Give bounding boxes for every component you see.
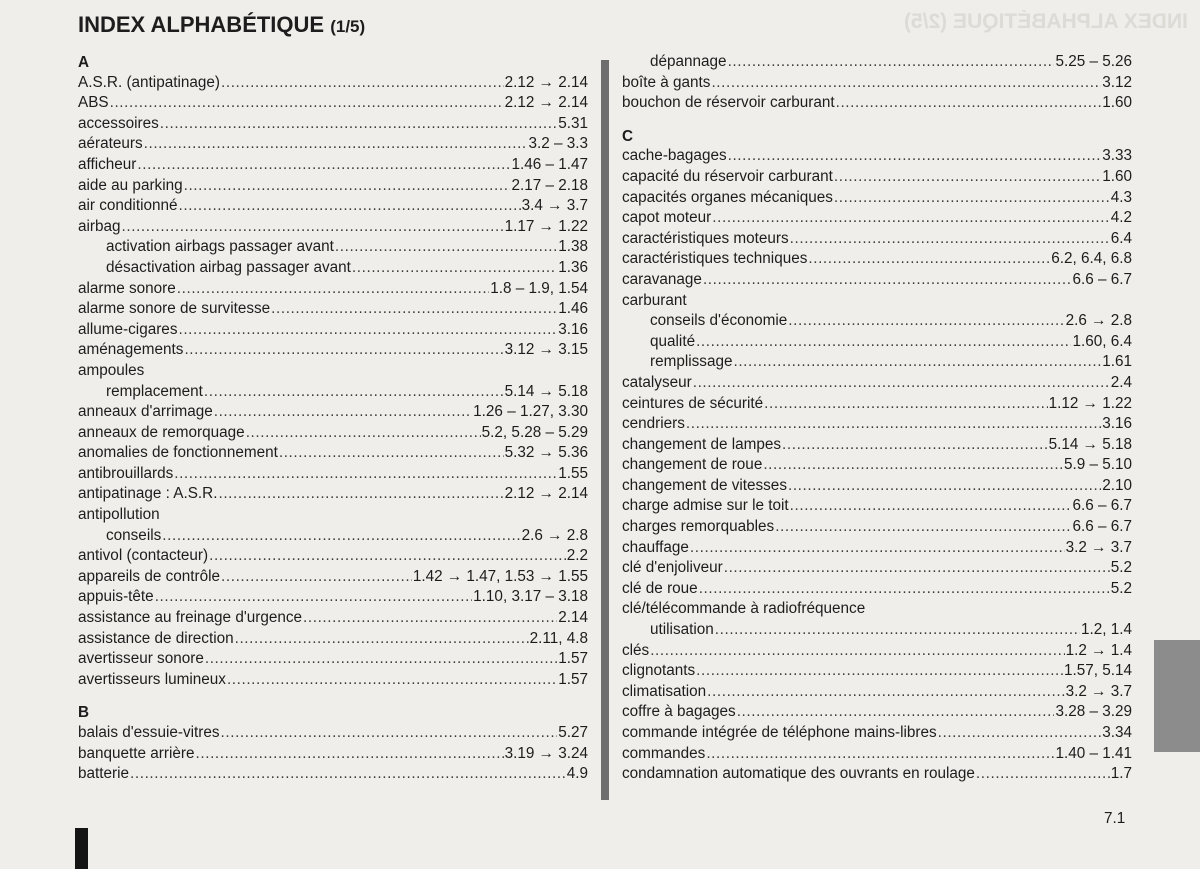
dot-leader <box>227 670 557 691</box>
dot-leader <box>690 538 1065 559</box>
entry-page-ref: 1.46 – 1.47 <box>511 155 588 173</box>
dot-leader <box>162 526 520 547</box>
entry-page-ref: 2.4 <box>1110 373 1132 391</box>
index-entry <box>78 546 588 567</box>
entry-page-ref: 5.14 → 5.18 <box>1048 435 1132 453</box>
index-subentry <box>78 237 588 258</box>
entry-page-ref: 3.2 → 3.7 <box>1065 682 1132 700</box>
dot-leader <box>782 435 1048 456</box>
entry-term: changement de roue <box>622 456 763 474</box>
entry-page-ref: 5.2 <box>1110 559 1132 577</box>
index-entry <box>78 723 588 744</box>
index-entry <box>622 93 1132 114</box>
dot-leader <box>696 661 1063 682</box>
dot-leader <box>110 93 504 114</box>
dot-leader <box>177 279 489 300</box>
entry-page-ref: 1.55 <box>558 464 588 482</box>
entry-term: caractéristiques techniques <box>622 250 808 268</box>
entry-term: alarme sonore de survitesse <box>78 300 271 318</box>
entry-page-ref: 5.27 <box>558 724 588 741</box>
dot-leader <box>205 649 557 670</box>
dot-leader <box>733 352 1101 373</box>
entry-term: assistance au freinage d'urgence <box>78 609 303 627</box>
dot-leader <box>221 73 504 94</box>
dot-leader <box>775 517 1071 538</box>
dot-leader <box>196 744 504 765</box>
entry-term: clé/télécommande à radiofréquence <box>622 600 866 618</box>
dot-leader <box>179 196 521 217</box>
entry-page-ref: 1.8 – 1.9, 1.54 <box>490 279 588 297</box>
index-entry <box>622 291 1132 312</box>
page-title-part: (1/5) <box>330 17 366 36</box>
index-entry <box>78 402 588 423</box>
entry-page-ref: 3.4 → 3.7 <box>521 197 588 215</box>
entry-term: clignotants <box>622 662 696 680</box>
dot-leader <box>699 579 1110 600</box>
entry-term: batterie <box>78 765 130 783</box>
dot-leader <box>686 414 1101 435</box>
entry-page-ref: 1.60 <box>1102 167 1132 185</box>
dot-leader <box>836 93 1102 114</box>
index-entry <box>622 146 1132 167</box>
index-entry <box>78 629 588 650</box>
entry-page-ref: 3.12 <box>1102 73 1132 91</box>
index-entry <box>78 567 588 588</box>
index-entry <box>622 517 1132 538</box>
dot-leader <box>976 764 1110 785</box>
entry-term: antibrouillards <box>78 464 174 482</box>
index-entry <box>622 476 1132 497</box>
index-entry <box>622 414 1132 435</box>
index-entry <box>622 455 1132 476</box>
entry-page-ref: 1.46 <box>558 300 588 318</box>
entry-term: avertisseur sonore <box>78 650 204 668</box>
dot-leader <box>122 217 504 238</box>
entry-page-ref: 1.40 – 1.41 <box>1055 744 1132 762</box>
dot-leader <box>130 764 566 785</box>
index-entry <box>78 279 588 300</box>
index-entry <box>78 587 588 608</box>
index-entry <box>78 217 588 238</box>
index-entry <box>622 579 1132 600</box>
entry-page-ref: 2.6 → 2.8 <box>1065 312 1132 330</box>
entry-term: antipatinage : A.S.R. <box>78 485 218 503</box>
entry-page-ref: 1.26 – 1.27, 3.30 <box>473 403 588 421</box>
column-divider <box>601 60 609 800</box>
section-letter: A <box>78 54 90 71</box>
entry-term: commande intégrée de téléphone mains-libres <box>622 724 937 741</box>
entry-term: cache-bagages <box>622 147 727 165</box>
index-subentry <box>622 52 1132 73</box>
index-subentry <box>78 382 588 403</box>
entry-term: clé de roue <box>622 579 698 597</box>
entry-term: balais d'essuie-vitres <box>78 724 220 741</box>
entry-page-ref: 2.10 <box>1102 476 1132 494</box>
page-title <box>78 12 365 38</box>
entry-page-ref: 2.11, 4.8 <box>529 629 588 647</box>
dot-leader <box>696 332 1071 353</box>
dot-leader <box>204 382 504 403</box>
entry-page-ref: 5.25 – 5.26 <box>1055 53 1132 70</box>
dot-leader <box>235 629 529 650</box>
dot-leader <box>703 270 1072 291</box>
entry-term: cendriers <box>622 415 685 433</box>
entry-page-ref: 4.9 <box>566 765 588 783</box>
index-entry <box>622 723 1132 744</box>
index-entry <box>78 340 588 361</box>
index-entry <box>622 167 1132 188</box>
dot-leader <box>137 155 510 176</box>
index-entry <box>78 93 588 114</box>
index-entry <box>622 435 1132 456</box>
dot-leader <box>724 558 1110 579</box>
dot-leader <box>352 258 557 279</box>
entry-term: remplissage <box>650 353 733 371</box>
entry-term: climatisation <box>622 682 707 700</box>
dot-leader <box>737 702 1055 723</box>
index-entry <box>622 249 1132 270</box>
entry-term: dépannage <box>650 53 727 70</box>
entry-page-ref: 3.19 → 3.24 <box>504 744 588 762</box>
entry-page-ref: 1.10, 3.17 – 3.18 <box>473 588 588 606</box>
entry-term: capacité du réservoir carburant <box>622 167 833 185</box>
entry-page-ref: 6.6 – 6.7 <box>1072 497 1132 515</box>
entry-term: qualité <box>650 332 696 350</box>
entry-term: caractéristiques moteurs <box>622 229 789 247</box>
dot-leader <box>706 744 1054 765</box>
entry-page-ref: 1.60 <box>1102 94 1132 112</box>
entry-page-ref: 1.38 <box>558 238 588 256</box>
dot-leader <box>728 52 1055 73</box>
index-entry <box>78 155 588 176</box>
index-entry <box>622 208 1132 229</box>
index-entry <box>622 764 1132 785</box>
dot-leader <box>279 443 504 464</box>
entry-term: avertisseurs lumineux <box>78 670 226 688</box>
entry-term: remplacement <box>106 382 203 400</box>
page-number: 7.1 <box>1104 810 1126 827</box>
entry-term: conseils d'économie <box>650 312 788 330</box>
entry-page-ref: 4.2 <box>1110 209 1132 227</box>
entry-term: appuis-tête <box>78 588 154 606</box>
index-entry <box>78 608 588 629</box>
section-gap <box>78 690 588 702</box>
dot-leader <box>763 455 1063 476</box>
entry-page-ref: 1.60, 6.4 <box>1072 332 1132 350</box>
entry-page-ref: 6.4 <box>1110 229 1132 247</box>
index-entry <box>622 496 1132 517</box>
entry-page-ref: 2.14 <box>558 609 588 627</box>
entry-page-ref: 1.12 → 1.22 <box>1048 394 1132 412</box>
entry-term: A.S.R. (antipatinage) <box>78 73 220 91</box>
entry-page-ref: 3.28 – 3.29 <box>1055 703 1132 721</box>
index-entry <box>78 134 588 155</box>
dot-leader <box>790 229 1110 250</box>
dot-leader <box>788 311 1064 332</box>
entry-term: antipollution <box>78 506 160 524</box>
dot-leader <box>834 167 1101 188</box>
index-entry <box>78 73 588 94</box>
dot-leader <box>712 208 1109 229</box>
entry-page-ref: 5.2, 5.28 – 5.29 <box>481 423 588 441</box>
dot-leader <box>218 484 503 505</box>
entry-page-ref: 6.2, 6.4, 6.8 <box>1051 250 1132 268</box>
entry-term: anomalies de fonctionnement <box>78 444 278 462</box>
dot-leader <box>715 620 1080 641</box>
entry-term: désactivation airbag passager avant <box>106 258 351 276</box>
section-gap <box>622 114 1132 126</box>
entry-term: caravanage <box>622 270 702 288</box>
entry-page-ref: 2.12 → 2.14 <box>504 94 588 112</box>
entry-term: conseils <box>106 526 162 544</box>
entry-page-ref: 5.31 <box>558 114 588 132</box>
index-entry <box>78 649 588 670</box>
entry-page-ref: 2.2 <box>566 547 588 565</box>
entry-term: aérateurs <box>78 135 143 153</box>
index-entry <box>78 443 588 464</box>
index-column-right <box>622 52 1132 785</box>
entry-term: clé d'enjoliveur <box>622 559 723 577</box>
entry-page-ref: 1.57 <box>558 650 588 668</box>
entry-term: clés <box>622 641 650 659</box>
entry-term: ceintures de sécurité <box>622 394 764 412</box>
entry-term: activation airbags passager avant <box>106 238 334 256</box>
entry-term: antivol (contacteur) <box>78 547 209 565</box>
entry-term: afficheur <box>78 155 137 173</box>
entry-page-ref: 4.3 <box>1110 188 1132 206</box>
dot-leader <box>155 587 472 608</box>
section-thumb-tab <box>1154 640 1200 752</box>
dot-leader <box>214 402 472 423</box>
entry-page-ref: 3.16 <box>558 320 588 338</box>
entry-page-ref: 2.12 → 2.14 <box>504 485 588 503</box>
entry-page-ref: 3.2 – 3.3 <box>528 135 588 153</box>
index-entry <box>622 599 1132 620</box>
entry-term: commandes <box>622 744 706 762</box>
entry-term: assistance de direction <box>78 629 234 647</box>
index-entry <box>622 229 1132 250</box>
index-entry <box>622 661 1132 682</box>
entry-page-ref: 3.2 → 3.7 <box>1065 538 1132 556</box>
index-entry <box>78 670 588 691</box>
index-subentry <box>622 332 1132 353</box>
dot-leader <box>650 641 1064 662</box>
entry-page-ref: 5.14 → 5.18 <box>504 382 588 400</box>
page-title-main: INDEX ALPHABÉTIQUE <box>78 12 325 37</box>
entry-term: charges remorquables <box>622 518 775 536</box>
index-entry <box>78 464 588 485</box>
dot-leader <box>184 176 511 197</box>
index-entry <box>78 484 588 505</box>
entry-page-ref: 1.2 → 1.4 <box>1065 641 1132 659</box>
index-entry <box>78 505 588 526</box>
entry-term: banquette arrière <box>78 744 195 762</box>
entry-page-ref: 2.12 → 2.14 <box>504 73 588 91</box>
index-subentry <box>622 311 1132 332</box>
entry-page-ref: 5.32 → 5.36 <box>504 444 588 462</box>
dot-leader <box>160 114 557 135</box>
index-subentry <box>78 526 588 547</box>
dot-leader <box>246 423 481 444</box>
entry-page-ref: 3.34 <box>1102 724 1132 741</box>
index-entry <box>622 682 1132 703</box>
index-entry <box>78 423 588 444</box>
entry-term: catalyseur <box>622 373 692 391</box>
entry-term: air conditionné <box>78 197 178 215</box>
entry-page-ref: 5.2 <box>1110 579 1132 597</box>
index-subentry <box>622 620 1132 641</box>
entry-term: aide au parking <box>78 176 183 194</box>
entry-term: carburant <box>622 291 687 309</box>
entry-term: changement de vitesses <box>622 476 787 494</box>
show-through-title: INDEX ALPHABÉTIQUE (2/5) <box>904 10 1188 33</box>
entry-term: ampoules <box>78 361 145 379</box>
entry-page-ref: 1.36 <box>558 258 588 276</box>
entry-term: capacités organes mécaniques <box>622 188 833 206</box>
index-entry <box>78 361 588 382</box>
index-entry <box>622 558 1132 579</box>
entry-term: accessoires <box>78 114 159 132</box>
index-entry <box>622 538 1132 559</box>
index-entry <box>78 196 588 217</box>
index-entry <box>78 744 588 765</box>
entry-term: condamnation automatique des ouvrants en roulage <box>622 765 975 783</box>
entry-term: charge admise sur le toit <box>622 497 789 515</box>
dot-leader <box>271 299 557 320</box>
entry-term: appareils de contrôle <box>78 567 221 585</box>
dot-leader <box>184 340 503 361</box>
index-entry <box>622 373 1132 394</box>
entry-page-ref: 3.12 → 3.15 <box>504 341 588 359</box>
index-entry <box>78 299 588 320</box>
entry-page-ref: 3.16 <box>1102 415 1132 433</box>
entry-page-ref: 5.9 – 5.10 <box>1063 456 1132 474</box>
index-entry <box>622 702 1132 723</box>
dot-leader <box>335 237 557 258</box>
index-entry <box>622 641 1132 662</box>
dot-leader <box>711 73 1101 94</box>
index-entry <box>78 176 588 197</box>
dot-leader <box>174 464 557 485</box>
entry-page-ref: 1.17 → 1.22 <box>504 217 588 235</box>
dot-leader <box>707 682 1065 703</box>
entry-term: anneaux d'arrimage <box>78 403 213 421</box>
index-entry <box>622 744 1132 765</box>
entry-term: airbag <box>78 217 121 235</box>
entry-page-ref: 1.57, 5.14 <box>1063 662 1132 680</box>
dot-leader <box>209 546 566 567</box>
index-subentry <box>622 352 1132 373</box>
entry-term: anneaux de remorquage <box>78 423 245 441</box>
dot-leader <box>764 394 1048 415</box>
dot-leader <box>938 723 1102 744</box>
dot-leader <box>178 320 557 341</box>
entry-term: chauffage <box>622 538 689 556</box>
dot-leader <box>834 188 1110 209</box>
entry-term: changement de lampes <box>622 435 782 453</box>
entry-term: allume-cigares <box>78 320 178 338</box>
entry-term: utilisation <box>650 621 714 639</box>
entry-term: aménagements <box>78 341 184 359</box>
entry-page-ref: 1.57 <box>558 670 588 688</box>
entry-page-ref: 6.6 – 6.7 <box>1072 518 1132 536</box>
index-subentry <box>78 258 588 279</box>
dot-leader <box>693 373 1110 394</box>
index-entry <box>622 394 1132 415</box>
entry-page-ref: 2.6 → 2.8 <box>521 526 588 544</box>
entry-page-ref: 1.2, 1.4 <box>1080 621 1132 639</box>
entry-term: ABS <box>78 94 109 112</box>
index-entry <box>622 270 1132 291</box>
entry-term: alarme sonore <box>78 279 176 297</box>
index-entry <box>78 764 588 785</box>
dot-leader <box>221 567 412 588</box>
section-letter: B <box>78 704 90 722</box>
corner-registration-mark <box>75 828 88 869</box>
section-letter: C <box>622 127 634 145</box>
index-entry <box>622 188 1132 209</box>
index-column-left <box>78 52 588 785</box>
entry-page-ref: 3.33 <box>1102 147 1132 165</box>
dot-leader <box>221 723 558 744</box>
entry-term: boîte à gants <box>622 73 711 91</box>
dot-leader <box>728 146 1102 167</box>
dot-leader <box>303 608 557 629</box>
dot-leader <box>144 134 528 155</box>
dot-leader <box>788 476 1101 497</box>
dot-leader <box>808 249 1050 270</box>
index-entry <box>78 320 588 341</box>
entry-term: bouchon de réservoir carburant <box>622 94 835 112</box>
entry-page-ref: 1.42 → 1.47, 1.53 → 1.55 <box>412 567 588 585</box>
entry-term: capot moteur <box>622 209 712 227</box>
index-entry <box>78 114 588 135</box>
entry-page-ref: 6.6 – 6.7 <box>1072 270 1132 288</box>
index-entry <box>622 73 1132 94</box>
entry-page-ref: 1.7 <box>1110 765 1132 783</box>
entry-term: coffre à bagages <box>622 703 736 721</box>
dot-leader <box>790 496 1072 517</box>
entry-page-ref: 1.61 <box>1102 353 1132 371</box>
entry-page-ref: 2.17 – 2.18 <box>511 176 588 194</box>
